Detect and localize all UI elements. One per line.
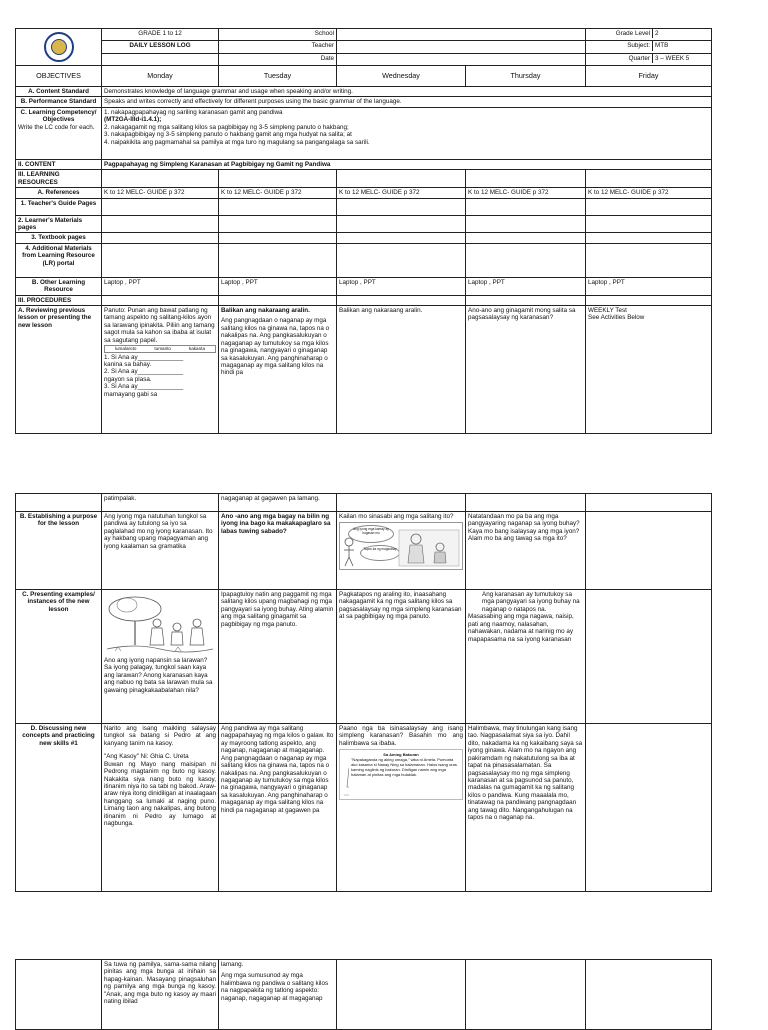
ref-wednesday: K to 12 MELC- GUIDE p 372 <box>337 188 466 198</box>
learning-competency-cell <box>16 107 102 159</box>
story-body: Buwan ng Mayo nang maisipan ni Pedrong magtanim ng buto ng kasoy. Nakakita siya nang buto ng kasoy, itinanim niya ito sa tabi ng bakod. Araw-araw niya itong dinidiligan at inaalagaan hanggang sa lumaki at naging puno. Limang taon ang nakalipas, ang butong itinanim ni Pedro ay lumago at nagbunga. <box>104 760 216 828</box>
continued-tuesday-3 <box>219 960 337 1030</box>
story-excerpt-text: "Napakaganda ng aking umaga," wika ni Amela. Pumunta ako kasama si Nanay Ning sa halamanan. Halos isang oras kaming naglinis ng bakuran. Diniligan namin ang mga halaman at pinitas ang mga bulaklak. <box>351 757 457 778</box>
story-intro: Narito ang isang maikling salaysay tungkol sa batang si Pedro at ang kanyang tanim na kasoy. <box>104 725 216 747</box>
content-value: Pagpapahayag ng Simpleng Karanasan at Pagbibigay ng Gamit ng Pandiwa <box>102 159 712 169</box>
performance-standard-text: Speaks and writes correctly and effectively for different purposes using the basic grammar of the language. <box>102 97 712 107</box>
grade-range: GRADE 1 to 12 <box>102 29 219 41</box>
competency-1: 1. nakapagpapahayag ng sariling karanasan gamit ang pandiwa <box>104 108 283 116</box>
speech-bubble-illustration <box>339 522 463 570</box>
ref-thursday: K to 12 MELC- GUIDE p 372 <box>466 188 586 198</box>
word-choice-box <box>104 345 216 352</box>
content-standard-label: A. Content Standard <box>16 87 102 97</box>
speech-bubble-2: Tapos ka ng magsuklay <box>360 545 400 561</box>
quarter-cell <box>586 53 712 65</box>
continued-tuesday: nagaganap at gagawen pa lamang. <box>219 494 337 512</box>
seal-icon <box>44 32 74 62</box>
item-3b: mamayang gabi sa <box>104 390 158 398</box>
other-thursday: Laptop , PPT <box>466 277 586 295</box>
purpose-wednesday-question: Kailan mo sinasabi ang mga salitang ito? <box>339 513 454 520</box>
subject-cell <box>586 41 712 53</box>
examples-tuesday: Ipapagtuloy natin ang paggamit ng mga salitang kilos upang magbahagi ng mga pangyayari sa iyong buhay. Ating alamin ang mga salitang ginagamit sa pagbibigay ng mga panuto. <box>219 590 337 724</box>
discussing-wednesday <box>337 724 466 892</box>
story-title-author: "Ang Kasoy" Ni: Ghia C. Ureta <box>104 753 189 761</box>
reviewing-thursday: Ano-ano ang ginagamit mong salita sa pagsasalaysay ng karanasan? <box>466 306 586 434</box>
discussing-concepts-label: D. Discussing new concepts and practicing new skills #1 <box>16 724 102 892</box>
item-3: 3. Si Ana ay_____________ <box>104 383 184 391</box>
other-resources-label: B. Other Learning Resource <box>16 277 102 295</box>
reviewing-tuesday <box>219 306 337 434</box>
date-label: Date <box>219 53 337 65</box>
lesson-log-table-2 <box>15 493 712 892</box>
teacher-value <box>337 41 586 53</box>
continued-tuesday-examples: Ang mga sumusunod ay mga halimbawa ng pandiwa o salitang kilos na nagpapakita ng tatlong aspekto: naganap, nagaganap at magaganap <box>221 972 329 1002</box>
ref-tuesday: K to 12 MELC- GUIDE p 372 <box>219 188 337 198</box>
reviewing-wednesday: Balikan ang nakaraang aralin. <box>337 306 466 434</box>
purpose-thursday: Natatandaan mo pa ba ang mga pangyayaring naganap sa iyong buhay? Kaya mo bang isalaysay ang mga iyon? Alam mo ba ang tawag sa mga ito? <box>466 512 586 590</box>
col-friday: Friday <box>586 66 712 87</box>
ref-monday: K to 12 MELC- GUIDE p 372 <box>102 188 219 198</box>
competency-code: (MT2GA-IIId-i1.4.1); <box>104 116 162 124</box>
school-value <box>337 29 586 41</box>
examples-thursday <box>466 590 586 724</box>
performance-standard-label: B. Performance Standard <box>16 97 102 107</box>
school-label: School <box>219 29 337 41</box>
date-value <box>337 53 586 65</box>
lesson-log-table-3 <box>15 959 712 1030</box>
col-tuesday: Tuesday <box>219 66 337 87</box>
references-label: A. References <box>16 188 102 198</box>
col-monday: Monday <box>102 66 219 87</box>
lc-code-note: Write the LC code for each. <box>18 123 95 131</box>
item-1b: kanina sa bahay. <box>104 361 152 368</box>
col-wednesday: Wednesday <box>337 66 466 87</box>
word-choice-3: kakanta <box>188 346 205 352</box>
reviewing-monday-instructions: Panuto: Punan ang bawat patlang ng tamang aspekto ng salitang-kilos ayon sa larawang ipinakita. Piliin ang tamang sagot mula sa kahon sa ibaba at isulat sa sagutang papel. <box>104 307 215 344</box>
parent-child-illustration-icon <box>398 529 460 567</box>
reviewing-friday: WEEKLY Test See Activities Below <box>586 306 712 434</box>
purpose-wednesday <box>337 512 466 590</box>
purpose-monday: Ang iyong mga natutuhan tungkol sa pandiwa ay tutulong sa iyo sa paglalahad mo ng iyong karanasan. Ito ay hakbang upang mapagyaman ang iyong kaalaman sa gramatika <box>102 512 219 590</box>
content-label: II. CONTENT <box>16 159 102 169</box>
establishing-purpose-label: B. Establishing a purpose for the lesson <box>16 512 102 590</box>
presenting-examples-label: C. Presenting examples/ instances of the new lesson <box>16 590 102 724</box>
discussing-wednesday-question: Paano nga ba isinasalaysay ang isang simpleng karanasan? Basahin mo ang halimbawa sa ibaba. <box>339 725 463 747</box>
word-choice-2: tumanto <box>154 346 171 352</box>
procedures-label: III. PROCEDURES <box>16 295 102 305</box>
page-1 <box>15 28 711 434</box>
child-figure-icon <box>342 537 356 567</box>
teacher-label: Teacher <box>219 41 337 53</box>
competency-3: 3. nakapagbibigay ng 3-5 simpleng panuto o hakbang gamit ang mga hudyat na salita; at <box>104 131 352 139</box>
reviewing-lesson-label: A. Reviewing previous lesson or presenting the new lesson <box>16 306 102 434</box>
reviewing-tuesday-title: Balikan ang nakaraang aralin. <box>221 307 310 315</box>
karanasan-examples: Masasabing ang mga nagawa, naisip, pati ang naamoy, nalasahan, nahawakan, nadama at narinig mo ay mapapasama na sa iyong karanasan <box>468 613 574 643</box>
item-2b: ngayon sa plasa. <box>104 375 152 383</box>
other-friday: Laptop , PPT <box>586 277 712 295</box>
col-thursday: Thursday <box>466 66 586 87</box>
lesson-log-table-1 <box>15 28 712 434</box>
additional-materials-label: 4. Additional Materials from Learning Resource (LR) portal <box>16 243 102 277</box>
speech-bubble-1: Ang iyong mga kamay ay hugasan mo <box>348 525 394 543</box>
quarter-label: Quarter <box>586 54 653 63</box>
competency-2: 2. nakagagamit ng mga salitang kilos sa pagbibigay ng 3-5 simpleng panuto o hakbang; <box>104 123 349 131</box>
purpose-tuesday: Ano -ano ang mga bagay na bilin ng iyong ina bago ka makakapaglaro sa labas tuwing sabado? <box>219 512 337 590</box>
garden-family-illustration-icon <box>105 593 215 655</box>
discussing-tuesday: Ang pandiwa ay mga salitang nagpapahayag ng mga kilos o galaw. Ito ay mayroong tatlong aspekto, ang naganap, nagaganap at magaganap. Ang pangnagdaan o naganap ay mga salitang kilos na ginawa na, tapos na o nakalipas na. Ang pangkasalukuyan o nagaganap ay tumutukoy sa mga kilos na ginagawa, nangyayari o ginaganap sa kasalukuyan. Ang panghinaharap o magaganap ay mga salitang kilos na hindi pa nagaganap at gagawen pa <box>219 724 337 892</box>
other-tuesday: Laptop , PPT <box>219 277 337 295</box>
girl-watering-plants-icon <box>342 757 349 797</box>
subject-label: Subject: <box>586 41 653 50</box>
learning-resources-label: III. LEARNING RESOURCES <box>16 170 102 188</box>
deped-seal <box>16 29 102 66</box>
story-excerpt-box <box>339 749 463 800</box>
quarter-value: 3 – WEEK 5 <box>655 54 690 62</box>
discussing-monday <box>102 724 219 892</box>
textbook-pages-label: 3. Textbook pages <box>16 233 102 243</box>
content-standard-text: Demonstrates knowledge of language grammar and usage when speaking and/or writing. <box>102 87 712 97</box>
grade-level-value: 2 <box>655 30 659 37</box>
learning-competency-list <box>102 107 712 159</box>
page-2 <box>15 493 711 892</box>
reviewing-monday <box>102 306 219 434</box>
examples-monday-text: Ano ang iyong napansin sa larawan? Sa iyong palagay, tungkol saan kaya ang larawan? Anong karanasan kaya ang nabuo ng bata sa larawan mula sa gawaing pinagkakaabalahan nila? <box>104 657 213 694</box>
examples-wednesday: Pagkatapos ng araling ito, inaasahang nakagagamit ka ng mga salitang kilos sa pagsasalaysay ng mga simpleng karanasan at sa pagbibigay ng mga panuto. <box>337 590 466 724</box>
examples-monday <box>102 590 219 724</box>
item-1: 1. Si Ana ay_____________ <box>104 353 184 361</box>
log-title: DAILY LESSON LOG <box>102 41 219 53</box>
grade-level-cell <box>586 29 712 41</box>
page-3 <box>15 959 711 1030</box>
ref-friday: K to 12 MELC- GUIDE p 372 <box>586 188 712 198</box>
item-2: 2. Si Ana ay_____________ <box>104 368 184 376</box>
competency-4: 4. naipakikita ang pagmamahal sa pamilya at mga turo ng magulang sa pangangalaga sa sarili. <box>104 138 370 146</box>
learners-materials-label: 2. Learner's Materials pages <box>16 215 102 233</box>
word-choice-1: lumalaroto <box>114 346 137 352</box>
learning-competency-label: C. Learning Competency/ Objectives <box>20 108 97 124</box>
continued-monday: patimpalak. <box>102 494 219 512</box>
grade-level-label-text: Grade Level <box>586 29 653 38</box>
discussing-thursday: Halimbawa, may tinulungan kang isang tao. Nagpasalamat siya sa iyo. Dahil dito, nakadama ka ng kakaibang saya sa iyong ginawa. Alam mo na ngayon ang pakiramdam ng nakatutulong sa iba at tapat na pinasasalamatan. Sa pagsasalaysay mo ng mga simpleng karanasan at sa pagsunod sa panuto, madalas na gumagamit ka ng salitang kilos o pandiwa. Kung maaalala mo, tinatawag na pandiwang pangnagdaan ang tawag dito. Nangangahulugan na tapos na o naganap na. <box>466 724 586 892</box>
col-objectives: OBJECTIVES <box>16 66 102 87</box>
other-wednesday: Laptop , PPT <box>337 277 466 295</box>
story-excerpt-title: Sa Aming Bakuran <box>383 752 419 758</box>
karanasan-definition: Ang karanasan ay tumutukoy sa mga pangyayari sa iyong buhay na naganap o natapos na. <box>482 591 580 613</box>
continued-story-monday: Sa tuwa ng pamilya, sama-sama nilang pinitas ang mga bunga at inihain sa hapag-kainan. Masayang pinagsaluhan ng pamilya ang mga bunga ng kasoy. "Anak, ang mga buto ng kasoy ay maari nating ibilad <box>102 960 219 1030</box>
continued-tuesday-word: lamang. <box>221 961 244 968</box>
other-monday: Laptop , PPT <box>102 277 219 295</box>
reviewing-tuesday-text: Ang pangnagdaan o naganap ay mga salitang kilos na ginawa na, tapos na o nakalipas na. Ang pangkasalukuyan o nagaganap ay tumutukoy sa mga kilos na ginagawa, nangyayari o ginaganap sa kasalukuyan. Ang panghinaharap o magaganap ay mga salitang kilos na hindi pa <box>221 317 330 377</box>
subject-value: MTB <box>655 42 669 50</box>
teachers-guide-label: 1. Teacher's Guide Pages <box>16 198 102 215</box>
